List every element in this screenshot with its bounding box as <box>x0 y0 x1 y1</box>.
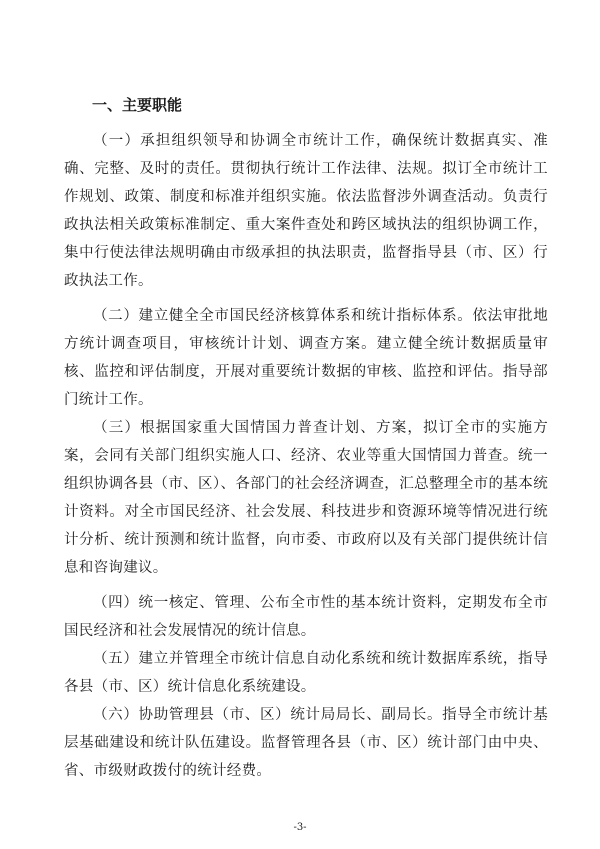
paragraph-3: （三）根据国家重大国情国力普查计划、方案，拟订全市的实施方案，会同有关部门组织实施人口、经济、农业等重大国情国力普查。统一组织协调各县（市、区）、各部门的社会经济调查，汇总整理全市的基本统计资料。对全市国民经济、社会发展、科技进步和资源环境等情况进行统计分析、统计预测和统计监督，向市委、市政府以及有关部门提供统计信息和咨询建议。 <box>64 420 548 576</box>
paragraph-1: （一）承担组织领导和协调全市统计工作，确保统计数据真实、准确、完整、及时的责任。贯彻执行统计工作法律、法规。拟订全市统计工作规划、政策、制度和标准并组织实施。依法监督涉外调查活动。负责行政执法相关政策标准制定、重大案件查处和跨区域执法的组织协调工作，集中行使法律法规明确由市级承担的执法职责，监督指导县（市、区）行政执法工作。 <box>64 133 548 289</box>
paragraph-2: （二）建立健全全市国民经济核算体系和统计指标体系。依法审批地方统计调查项目，审核统计计划、调查方案。建立健全统计数据质量审核、监控和评估制度，开展对重要统计数据的审核、监控和评估。指导部门统计工作。 <box>64 308 548 408</box>
paragraph-4: （四）统一核定、管理、公布全市性的基本统计资料，定期发布全市国民经济和社会发展情况的统计信息。 <box>64 595 548 639</box>
paragraph-6: （六）协助管理县（市、区）统计局局长、副局长。指导全市统计基层基础建设和统计队伍建设。监督管理各县（市、区）统计部门由中央、省、市级财政拨付的统计经费。 <box>64 707 548 779</box>
section-heading: 一、主要职能 <box>92 96 183 114</box>
paragraph-5: （五）建立并管理全市统计信息自动化系统和统计数据库系统，指导各县（市、区）统计信息化系统建设。 <box>64 651 548 695</box>
page-number: -3- <box>293 822 307 833</box>
